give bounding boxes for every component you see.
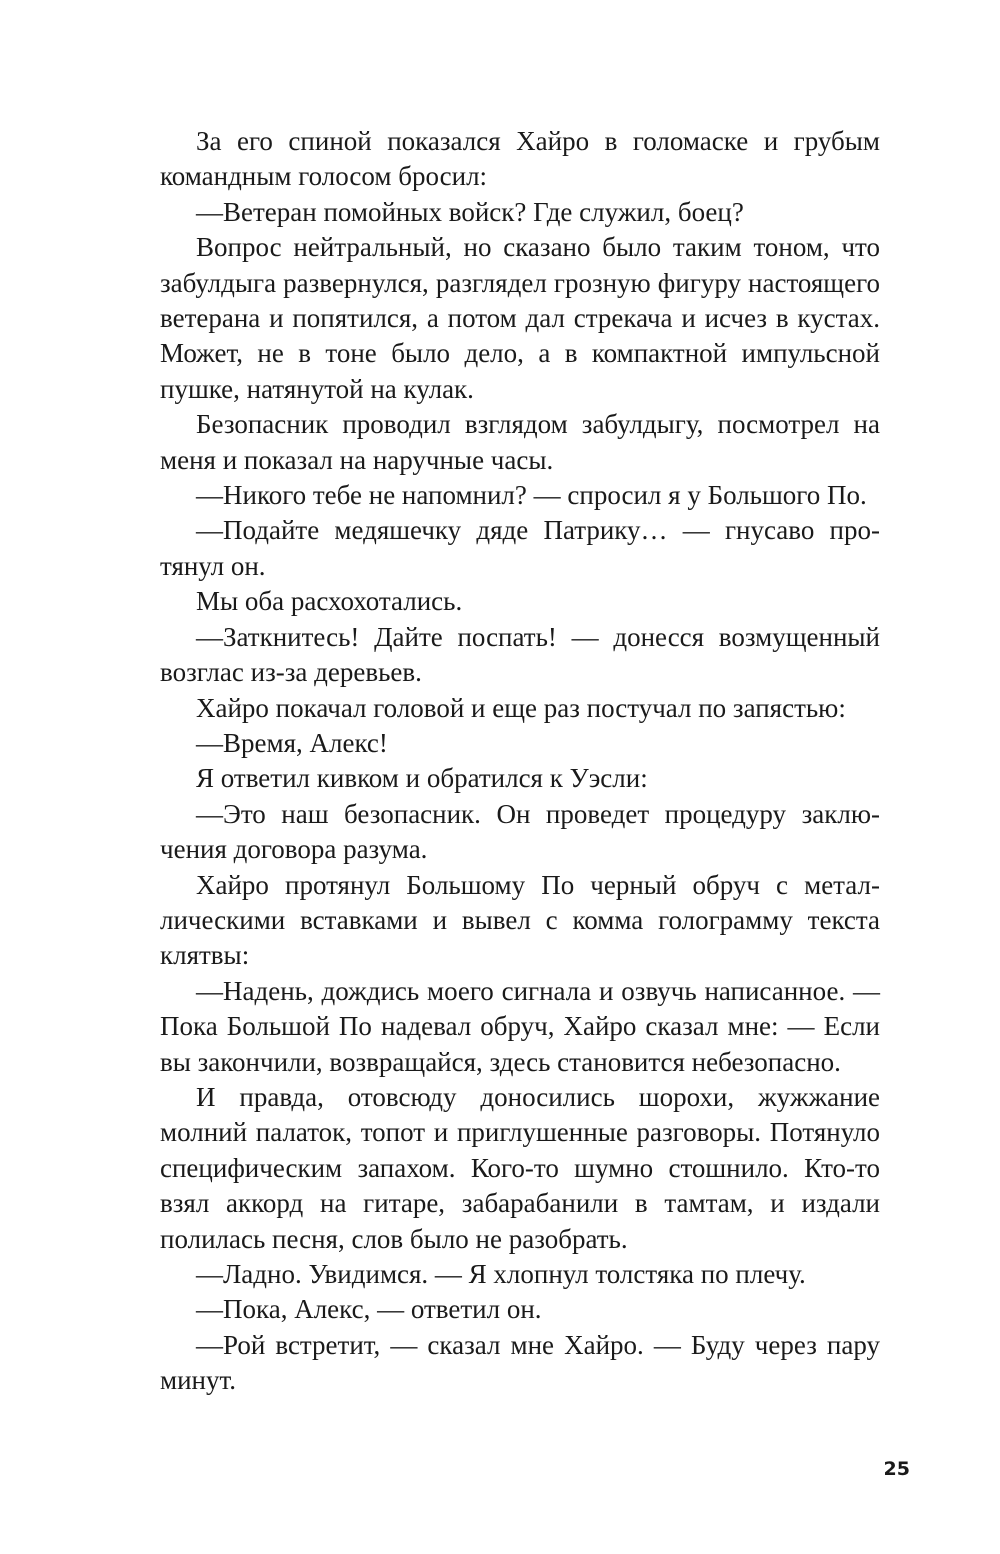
paragraph: —Время, Алекс! [196, 727, 388, 758]
page-number: 25 [883, 1458, 910, 1480]
paragraph: Безопасник проводил взглядом забулдыгу, посмотрел на меня и показал на наручные часы. [160, 409, 880, 475]
paragraph: —Никого тебе не напомнил? — спросил я у Большого По. [196, 480, 867, 511]
paragraph: Я ответил кивком и обратился к Уэсли: [196, 763, 648, 794]
paragraph: Вопрос нейтральный, но сказано было таким тоном, что забулдыга развернулся, разглядел грозную фигуру настоящего ветерана и попятился, а потом дал стрекача и исчез в кустах. Может, не в тоне было дело, а в компактной импульсной пушке, натянутой на кулак. [160, 232, 880, 404]
paragraph: Хайро покачал головой и еще раз постучал по запястью: [196, 692, 846, 723]
paragraph: —Заткнитесь! Дайте поспать! — донесся возмущенный возглас из-за деревьев. [160, 621, 880, 688]
paragraph: —Это наш безопасник. Он проведет процедуру заключения договора разума. [160, 798, 880, 865]
paragraph: За его спиной показался Хайро в голомаске и грубым командным голосом бросил: [160, 126, 880, 192]
paragraph: Мы оба расхохотались. [196, 586, 463, 617]
paragraph: —Ветеран помойных войск? Где служил, боец? [196, 196, 744, 227]
paragraph: И правда, отовсюду доносились шорохи, жужжание молний палаток, топот и приглушенные разговоры. Потянуло специфическим запахом. Кого-то шумно стошнило. Кто-то взял аккорд на гитаре, забарабанили в тамтам, и издали полилась песня, слов было не разобрать. [160, 1081, 880, 1254]
paragraph: —Пока, Алекс, — ответил он. [196, 1294, 542, 1325]
paragraph: —Надень, дождись моего сигнала и озвучь написанное. — Пока Большой По надевал обруч, Хайро сказал мне: — Если вы закончили, возвращайся, здесь становится небезопасно. [160, 975, 880, 1077]
paragraph: —Рой встретит, — сказал мне Хайро. — Буду через пару минут. [160, 1329, 880, 1396]
paragraph: —Ладно. Увидимся. — Я хлопнул толстяка по плечу. [196, 1259, 806, 1289]
paragraph: Хайро протянул Большому По черный обруч с металлическими вставками и вывел с комма голограмму текста клятвы: [160, 869, 880, 971]
paragraph: —Подайте медяшечку дяде Патрику… — гнусаво протянул он. [160, 515, 880, 581]
body-text [160, 124, 880, 1399]
